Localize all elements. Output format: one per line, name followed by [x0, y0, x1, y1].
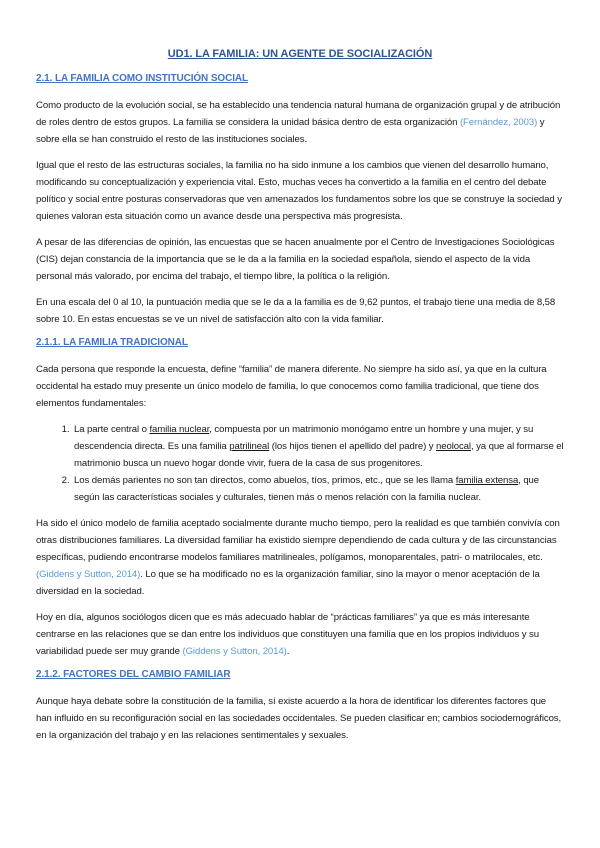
- term-familia-nuclear: familia nuclear: [149, 424, 210, 435]
- list-text: , ya que al formarse el matrimonio busca un nuevo hogar donde vivir, fuera de la casa de sus progenitores.: [74, 441, 564, 469]
- term-familia-extensa: familia extensa: [455, 475, 519, 486]
- section-heading-2-1: 2.1. LA FAMILIA COMO INSTITUCIÓN SOCIAL: [36, 73, 249, 84]
- paragraph-text: .: [286, 646, 290, 657]
- list-item: [72, 421, 564, 472]
- paragraph: [36, 97, 564, 148]
- document-page: [36, 48, 564, 753]
- list-text: Los demás parientes no son tan directos, como abuelos, tíos, primos, etc., que se les llama: [74, 475, 456, 486]
- list-text: , compuesta por un matrimonio monógamo entre un hombre y una mujer, y su descendencia directa. Es una familia: [74, 424, 534, 452]
- citation: (Fernández, 2003): [459, 117, 538, 128]
- citation: (Giddens y Sutton, 2014): [182, 646, 287, 657]
- numbered-list: [36, 421, 564, 506]
- paragraph: A pesar de las diferencias de opinión, las encuestas que se hacen anualmente por el Centro de Investigaciones Sociológicas (CIS) dejan constancia de la importancia que se le da a la familia en la sociedad española, siendo el aspecto de la vida personal más valorado, por encima del trabajo, el tiempo libre, la política o la religión.: [36, 237, 555, 282]
- paragraph-text: Hoy en día, algunos sociólogos dicen que es más adecuado hablar de “prácticas familiares” ya que es más interesante centrarse en las relaciones que se dan entre los individuos que constituyen una familia que en los propios individuos y su variabilidad puede ser muy grande: [36, 612, 539, 657]
- citation: (Giddens y Sutton, 2014): [36, 569, 141, 580]
- paragraph-text: y sobre ella se han construido el resto de las instituciones sociales.: [36, 117, 545, 145]
- section-heading-2-1-2: 2.1.2. FACTORES DEL CAMBIO FAMILIAR: [36, 669, 231, 680]
- paragraph: [36, 609, 564, 660]
- list-text: (los hijos tienen el apellido del padre) y: [269, 441, 436, 452]
- paragraph: [36, 515, 564, 600]
- term-patrilineal: patrilineal: [229, 441, 270, 452]
- document-title: UD1. LA FAMILIA: UN AGENTE DE SOCIALIZACIÓN: [167, 48, 433, 60]
- paragraph-text: Ha sido el único modelo de familia aceptado socialmente durante mucho tiempo, pero la realidad es que también convivía con otras distribuciones familiares. La diversidad familiar ha existido siempre dependiendo de cada cultura y de las circunstancias específicas, pudiendo encontrarse modelos familiares matrilineales, polígamos, monoparentales, patri- o matrilocales, etc.: [36, 518, 560, 563]
- list-text: La parte central o: [74, 424, 150, 435]
- list-item: [72, 472, 564, 506]
- paragraph: Aunque haya debate sobre la constitución de la familia, sí existe acuerdo a la hora de identificar los diferentes factores que han influido en su reconfiguración social en las sociedades occidentales. Se pueden clasificar en; cambios sociodemográficos, en la organización del trabajo y en las relaciones sentimentales y sexuales.: [36, 696, 562, 741]
- paragraph: Igual que el resto de las estructuras sociales, la familia no ha sido inmune a los cambios que vienen del desarrollo humano, modificando su conceptualización y experiencia vital. Esto, muchas veces ha convertido a la familia en el centro del debate político y social entre posturas conservadoras que ven amenazados los fundamentos sobre los que se construye la sociedad y quienes valoran esta situación como un avance desde una perspectiva más progresista.: [36, 160, 562, 222]
- paragraph-text: . Lo que se ha modificado no es la organización familiar, sino la mayor o menor aceptación de la diversidad en la sociedad.: [36, 569, 540, 597]
- paragraph: En una escala del 0 al 10, la puntuación media que se le da a la familia es de 9,62 puntos, el trabajo tiene una media de 8,58 sobre 10. En estas encuestas se ve un nivel de satisfacción alto con la vida familiar.: [36, 297, 556, 325]
- paragraph-text: Como producto de la evolución social, se ha establecido una tendencia natural humana de organización grupal y de atribución de roles dentro de estos grupos. La familia se considera la unidad básica dentro de esta organización: [36, 100, 561, 128]
- list-text: , que según las características sociales y culturales, tienen más o menos relación con la familia nuclear.: [74, 475, 540, 503]
- term-neolocal: neolocal: [436, 441, 471, 452]
- paragraph: Cada persona que responde la encuesta, define “familia” de manera diferente. No siempre ha sido así, ya que en la cultura occidental ha estado muy presente un único modelo de familia, lo que conocemos como familia tradicional, que tiene dos elementos fundamentales:: [36, 364, 547, 409]
- section-heading-2-1-1: 2.1.1. LA FAMILIA TRADICIONAL: [36, 337, 188, 348]
